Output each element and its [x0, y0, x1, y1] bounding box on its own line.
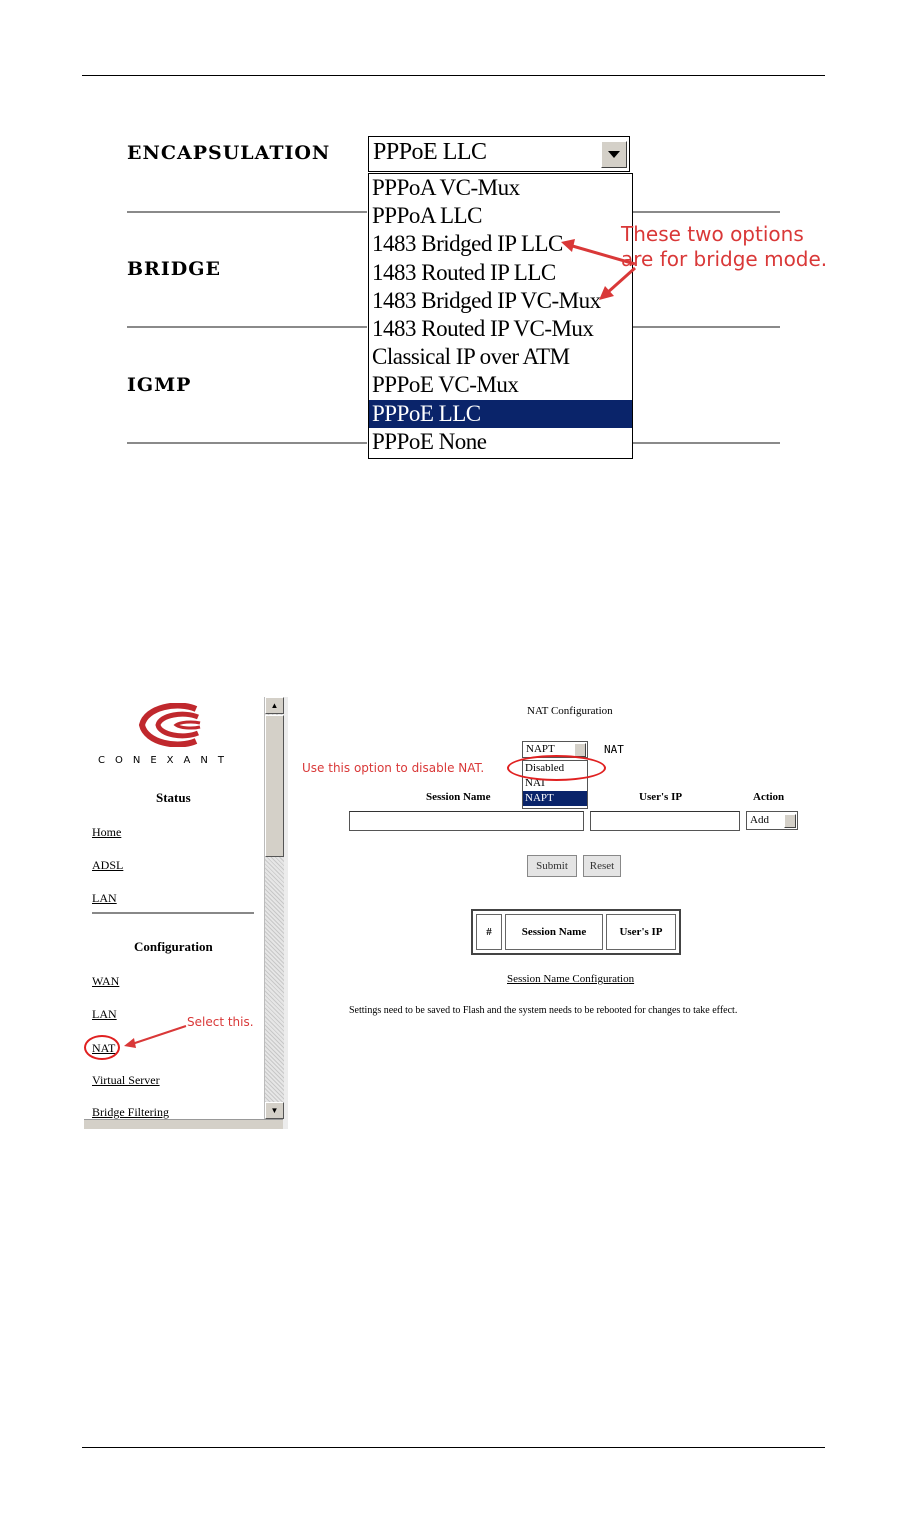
sidebar-item-virtual-server[interactable]: Virtual Server	[92, 1073, 160, 1087]
bridge-mode-annotation-line2: are for bridge mode.	[621, 247, 828, 271]
option-pppoe-vcmux[interactable]: PPPoE VC-Mux	[372, 372, 519, 398]
action-header: Action	[753, 791, 785, 803]
sidebar-scrollbar[interactable]	[264, 697, 284, 1119]
annotation-arrows-icon	[555, 230, 645, 310]
option-pppoa-llc[interactable]: PPPoA LLC	[372, 203, 482, 229]
sidebar-item-lan[interactable]: LAN	[92, 1007, 117, 1021]
option-pppoe-none[interactable]: PPPoE None	[372, 428, 487, 454]
option-nat[interactable]: NAT	[525, 777, 547, 789]
encapsulation-select[interactable]	[368, 136, 630, 172]
sidebar	[84, 697, 264, 1129]
table-header-hash: #	[476, 914, 502, 950]
select-this-annotation: Select this.	[187, 1015, 254, 1029]
option-pppoa-vcmux[interactable]: PPPoA VC-Mux	[372, 175, 520, 200]
chevron-down-icon[interactable]	[601, 141, 627, 168]
users-ip-input[interactable]	[590, 811, 740, 831]
nat-mode-select-value: NAPT	[526, 743, 555, 755]
submit-button[interactable]: Submit	[527, 855, 577, 877]
action-select-value: Add	[750, 814, 769, 826]
option-1483-routed-vcmux[interactable]: 1483 Routed IP VC-Mux	[372, 315, 594, 341]
option-napt[interactable]: NAPT	[523, 791, 587, 806]
sidebar-item-lan-status[interactable]: LAN	[92, 891, 117, 905]
page-header-rule	[82, 75, 825, 76]
sidebar-item-adsl[interactable]: ADSL	[92, 858, 124, 872]
row-divider	[633, 211, 780, 213]
table-header-session-name: Session Name	[505, 914, 603, 950]
option-pppoe-llc[interactable]: PPPoE LLC	[369, 400, 632, 428]
table-header-users-ip: User's IP	[606, 914, 676, 950]
select-this-arrow-icon	[120, 1022, 190, 1052]
option-classical-ip[interactable]: Classical IP over ATM	[372, 344, 570, 370]
nat-label: NAT	[604, 743, 624, 756]
scroll-thumb[interactable]	[265, 715, 284, 857]
session-name-config-link[interactable]: Session Name Configuration	[507, 973, 635, 985]
nat-config-panel	[289, 697, 830, 1129]
igmp-label: IGMP	[127, 374, 192, 396]
disable-nat-annotation: Use this option to disable NAT.	[302, 761, 485, 775]
session-name-input[interactable]	[349, 811, 584, 831]
users-ip-header: User's IP	[639, 791, 683, 803]
conexant-logo-icon	[136, 703, 206, 747]
page-title: NAT Configuration	[527, 705, 613, 717]
page-footer-rule	[82, 1447, 825, 1448]
nat-config-screenshot	[84, 697, 830, 1129]
chevron-down-icon[interactable]	[574, 743, 586, 757]
row-divider	[127, 211, 367, 213]
action-select[interactable]	[746, 811, 798, 830]
nat-highlight-circle	[84, 1035, 120, 1060]
footer-note: Settings need to be saved to Flash and the system needs to be rebooted for changes to take effect.	[349, 1005, 738, 1016]
row-divider	[633, 326, 780, 328]
encapsulation-select-value: PPPoE LLC	[373, 139, 487, 165]
row-divider	[127, 442, 367, 444]
sidebar-item-nat[interactable]: NAT	[92, 1041, 116, 1055]
row-divider	[633, 442, 780, 444]
option-1483-bridged-vcmux[interactable]: 1483 Bridged IP VC-Mux	[372, 287, 601, 313]
configuration-heading: Configuration	[134, 939, 213, 954]
scroll-down-icon[interactable]: ▼	[265, 1102, 284, 1119]
option-1483-bridged-llc[interactable]: 1483 Bridged IP LLC	[372, 231, 563, 257]
chevron-down-icon[interactable]	[784, 814, 796, 828]
sidebar-item-bridge-filtering[interactable]: Bridge Filtering	[92, 1105, 169, 1119]
sidebar-hscrollbar[interactable]	[84, 1119, 283, 1129]
bridge-label: BRIDGE	[127, 258, 221, 280]
sidebar-item-home[interactable]: Home	[92, 825, 122, 839]
disabled-highlight-circle	[507, 755, 606, 781]
reset-button[interactable]: Reset	[583, 855, 621, 877]
session-name-header: Session Name	[426, 791, 491, 803]
encapsulation-label: ENCAPSULATION	[127, 142, 331, 164]
row-divider	[127, 326, 367, 328]
conexant-logo-text: CONEXANT	[98, 755, 234, 766]
sidebar-item-wan[interactable]: WAN	[92, 974, 120, 988]
option-disabled[interactable]: Disabled	[525, 762, 565, 774]
scroll-up-icon[interactable]: ▲	[265, 697, 284, 714]
sidebar-divider	[92, 912, 254, 914]
bridge-mode-annotation-line1: These two options	[621, 222, 804, 246]
option-1483-routed-llc[interactable]: 1483 Routed IP LLC	[372, 259, 556, 285]
status-heading: Status	[156, 790, 191, 805]
sessions-table	[471, 909, 681, 955]
encapsulation-options-list[interactable]	[368, 173, 633, 459]
